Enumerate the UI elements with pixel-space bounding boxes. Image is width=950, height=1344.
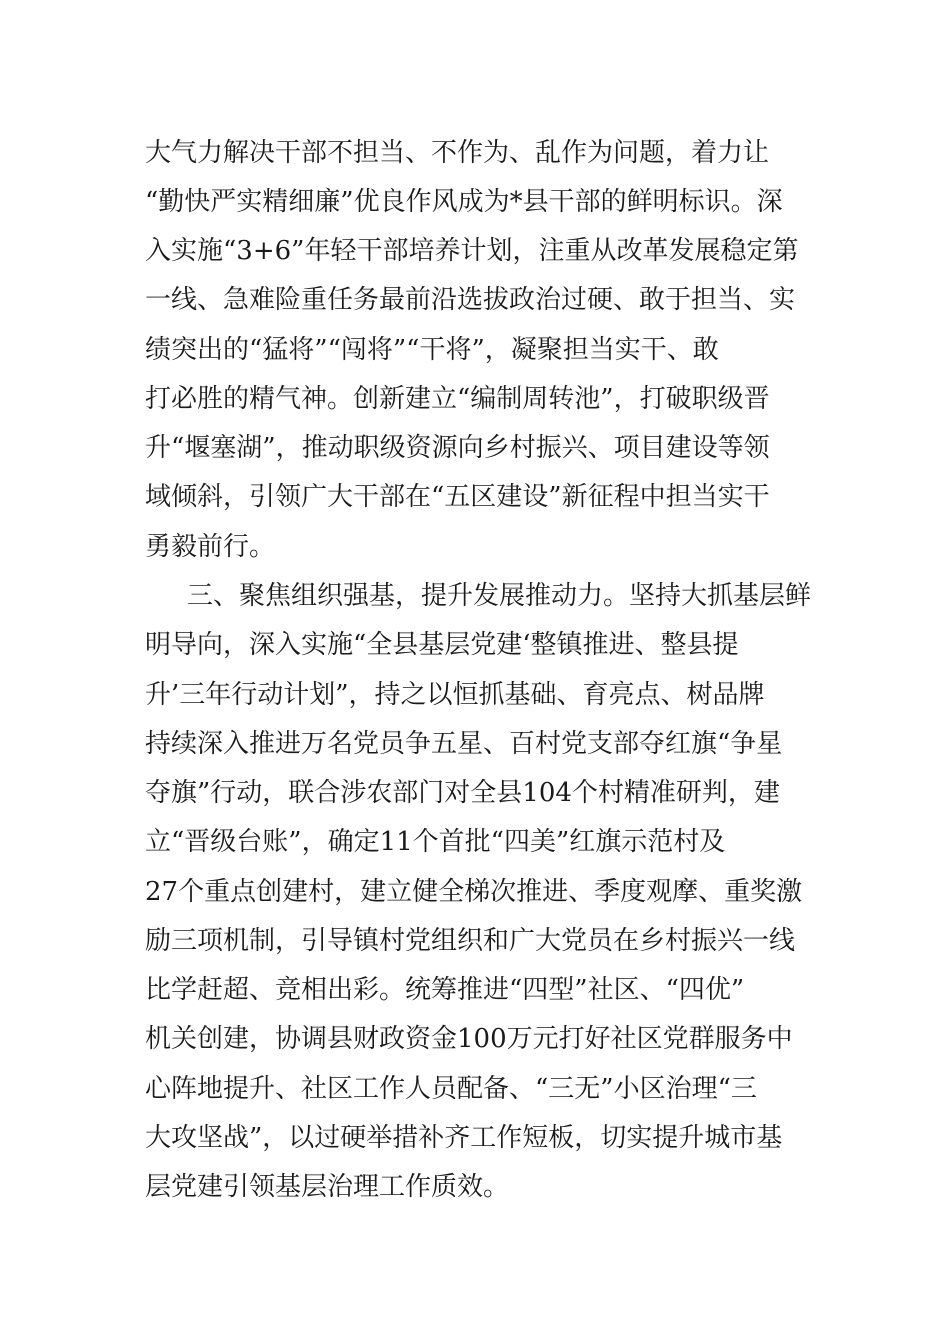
text-line-20: 心阵地提升、社区工作人员配备、“三无”小区治理“三 <box>145 1074 757 1104</box>
section-heading-line: 三、聚焦组织强基，提升发展推动力。坚持大抓基层鲜 <box>187 581 812 611</box>
text-line-22: 层党建引领基层治理工作质效。 <box>145 1172 510 1202</box>
text-line-12: 升’三年行动计划”，持之以恒抓基础、育亮点、树品牌 <box>145 680 765 710</box>
text-line-8: 域倾斜，引领广大干部在“五区建设”新征程中担当实干 <box>145 482 770 512</box>
text-line-3: 入实施“3+6”年轻干部培养计划，注重从改革发展稳定第 <box>145 236 799 266</box>
text-line-16: 27个重点创建村，建立健全梯次推进、季度观摩、重奖激 <box>145 877 803 907</box>
text-line-2: “勤快严实精细廉”优良作风成为*县干部的鲜明标识。深 <box>145 187 783 217</box>
text-line-6: 打必胜的精气神。创新建立“编制周转池”，打破职级晋 <box>145 384 770 414</box>
text-line-21: 大攻坚战”，以过硬举措补齐工作短板，切实提升城市基 <box>145 1123 783 1153</box>
text-line-13: 持续深入推进万名党员争五星、百村党支部夺红旗“争星 <box>145 729 783 759</box>
text-line-4: 一线、急难险重任务最前沿选拔政治过硬、敢于担当、实 <box>145 285 796 315</box>
text-line-5: 绩突出的“猛将”“闯将”“干将”，凝聚担当实干、敢 <box>145 335 719 365</box>
text-line-15: 立“晋级台账”，确定11个首批“四美”红旗示范村及 <box>145 827 726 857</box>
text-line-17: 励三项机制，引导镇村党组织和广大党员在乡村振兴一线 <box>145 926 796 956</box>
text-line-14: 夺旗”行动，联合涉农部门对全县104个村精准研判，建 <box>145 778 780 808</box>
text-line-7: 升“堰塞湖”，推动职级资源向乡村振兴、项目建设等领 <box>145 433 770 463</box>
text-line-18: 比学赶超、竞相出彩。统筹推进“四型”社区、“四优” <box>145 975 745 1005</box>
text-line-1: 大气力解决干部不担当、不作为、乱作为问题，着力让 <box>145 138 770 168</box>
text-line-11: 明导向，深入实施“全县基层党建‘整镇推进、整县提 <box>145 630 739 660</box>
text-line-19: 机关创建，协调县财政资金100万元打好社区党群服务中 <box>145 1024 793 1054</box>
text-line-9: 勇毅前行。 <box>145 532 276 562</box>
